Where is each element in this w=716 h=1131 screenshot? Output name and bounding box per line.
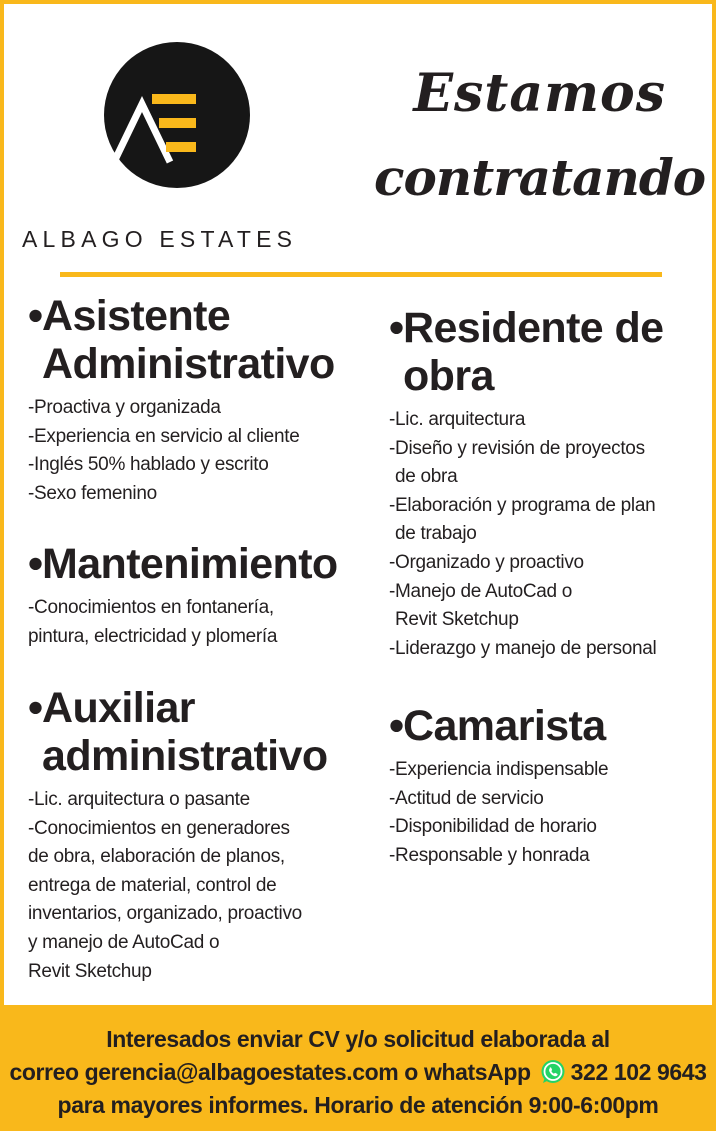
section-divider (60, 272, 662, 277)
requirements-list (28, 786, 328, 986)
requirement-item: -Lic. arquitectura o pasante (28, 789, 250, 810)
requirement-item: -Inglés 50% hablado y escrito (28, 454, 269, 476)
requirements-list (28, 394, 335, 508)
job-title: •Auxiliar administrativo (28, 684, 328, 780)
requirement-item: -Manejo de AutoCad o (389, 580, 573, 602)
bullet-icon: • (28, 292, 43, 340)
requirements-list (389, 406, 663, 663)
requirement-item: entrega de material, control de (28, 874, 277, 896)
brand-name: ALBAGO ESTATES (22, 226, 298, 252)
requirement-item: -Conocimientos en generadores (28, 817, 290, 839)
phone-number: 322 102 9643 (570, 1059, 707, 1085)
requirements-list (28, 594, 338, 651)
requirement-item: inventarios, organizado, proactivo (28, 903, 302, 925)
albago-logo (104, 42, 250, 188)
requirement-item: -Proactiva y organizada (28, 397, 221, 418)
contact-footer (4, 1005, 712, 1127)
bullet-icon: • (389, 702, 404, 750)
requirement-item: -Lic. arquitectura (389, 409, 526, 430)
requirement-item: Revit Sketchup (28, 960, 152, 982)
requirement-item: -Experiencia en servicio al cliente (28, 425, 300, 447)
job-residente-de-obra (389, 304, 663, 663)
requirement-item: -Responsable y honrada (389, 844, 590, 866)
requirement-item: -Elaboración y programa de plan (389, 494, 656, 516)
requirement-item: -Conocimientos en fontanería, (28, 597, 274, 618)
job-asistente-administrativo (28, 292, 335, 508)
requirement-item: -Sexo femenino (28, 482, 157, 504)
requirement-item: -Diseño y revisión de proyectos (389, 437, 645, 459)
footer-email-text: correo gerencia@albagoestates.com o whatsApp (9, 1059, 531, 1085)
requirement-item: -Actitud de servicio (389, 787, 544, 809)
whatsapp-icon (539, 1058, 567, 1086)
requirement-item: pintura, electricidad y plomería (28, 625, 278, 647)
bullet-icon: • (389, 304, 404, 352)
requirement-item: Revit Sketchup (395, 609, 519, 631)
requirement-item: -Experiencia indispensable (389, 759, 609, 780)
footer-line-2 (4, 1056, 712, 1089)
bullet-icon: • (28, 540, 43, 588)
footer-line-1: Interesados enviar CV y/o solicitud elaborada al (106, 1026, 610, 1052)
headline-line-2: contratando (374, 148, 706, 207)
bullet-icon: • (28, 684, 43, 732)
requirement-item: -Liderazgo y manejo de personal (389, 637, 657, 659)
requirement-item: de obra, elaboración de planos, (28, 846, 285, 868)
requirement-item: de trabajo (395, 523, 477, 545)
job-title: •Residente de obra (389, 304, 664, 400)
requirement-item: de obra (395, 466, 458, 488)
headline (374, 50, 706, 222)
job-mantenimiento (28, 540, 338, 651)
footer-line-3: para mayores informes. Horario de atención 9:00-6:00pm (57, 1092, 659, 1118)
requirement-item: -Organizado y proactivo (389, 551, 584, 573)
job-title: •Mantenimiento (28, 540, 338, 588)
job-title: •Camarista (389, 702, 606, 750)
logo-mark-icon (104, 42, 250, 188)
job-auxiliar-administrativo (28, 684, 328, 986)
headline-line-1: Estamos (413, 63, 666, 124)
requirements-list (389, 756, 608, 870)
requirement-item: -Disponibilidad de horario (389, 816, 597, 838)
job-title: •Asistente Administrativo (28, 292, 335, 388)
requirement-item: y manejo de AutoCad o (28, 931, 220, 953)
job-camarista (389, 702, 608, 870)
